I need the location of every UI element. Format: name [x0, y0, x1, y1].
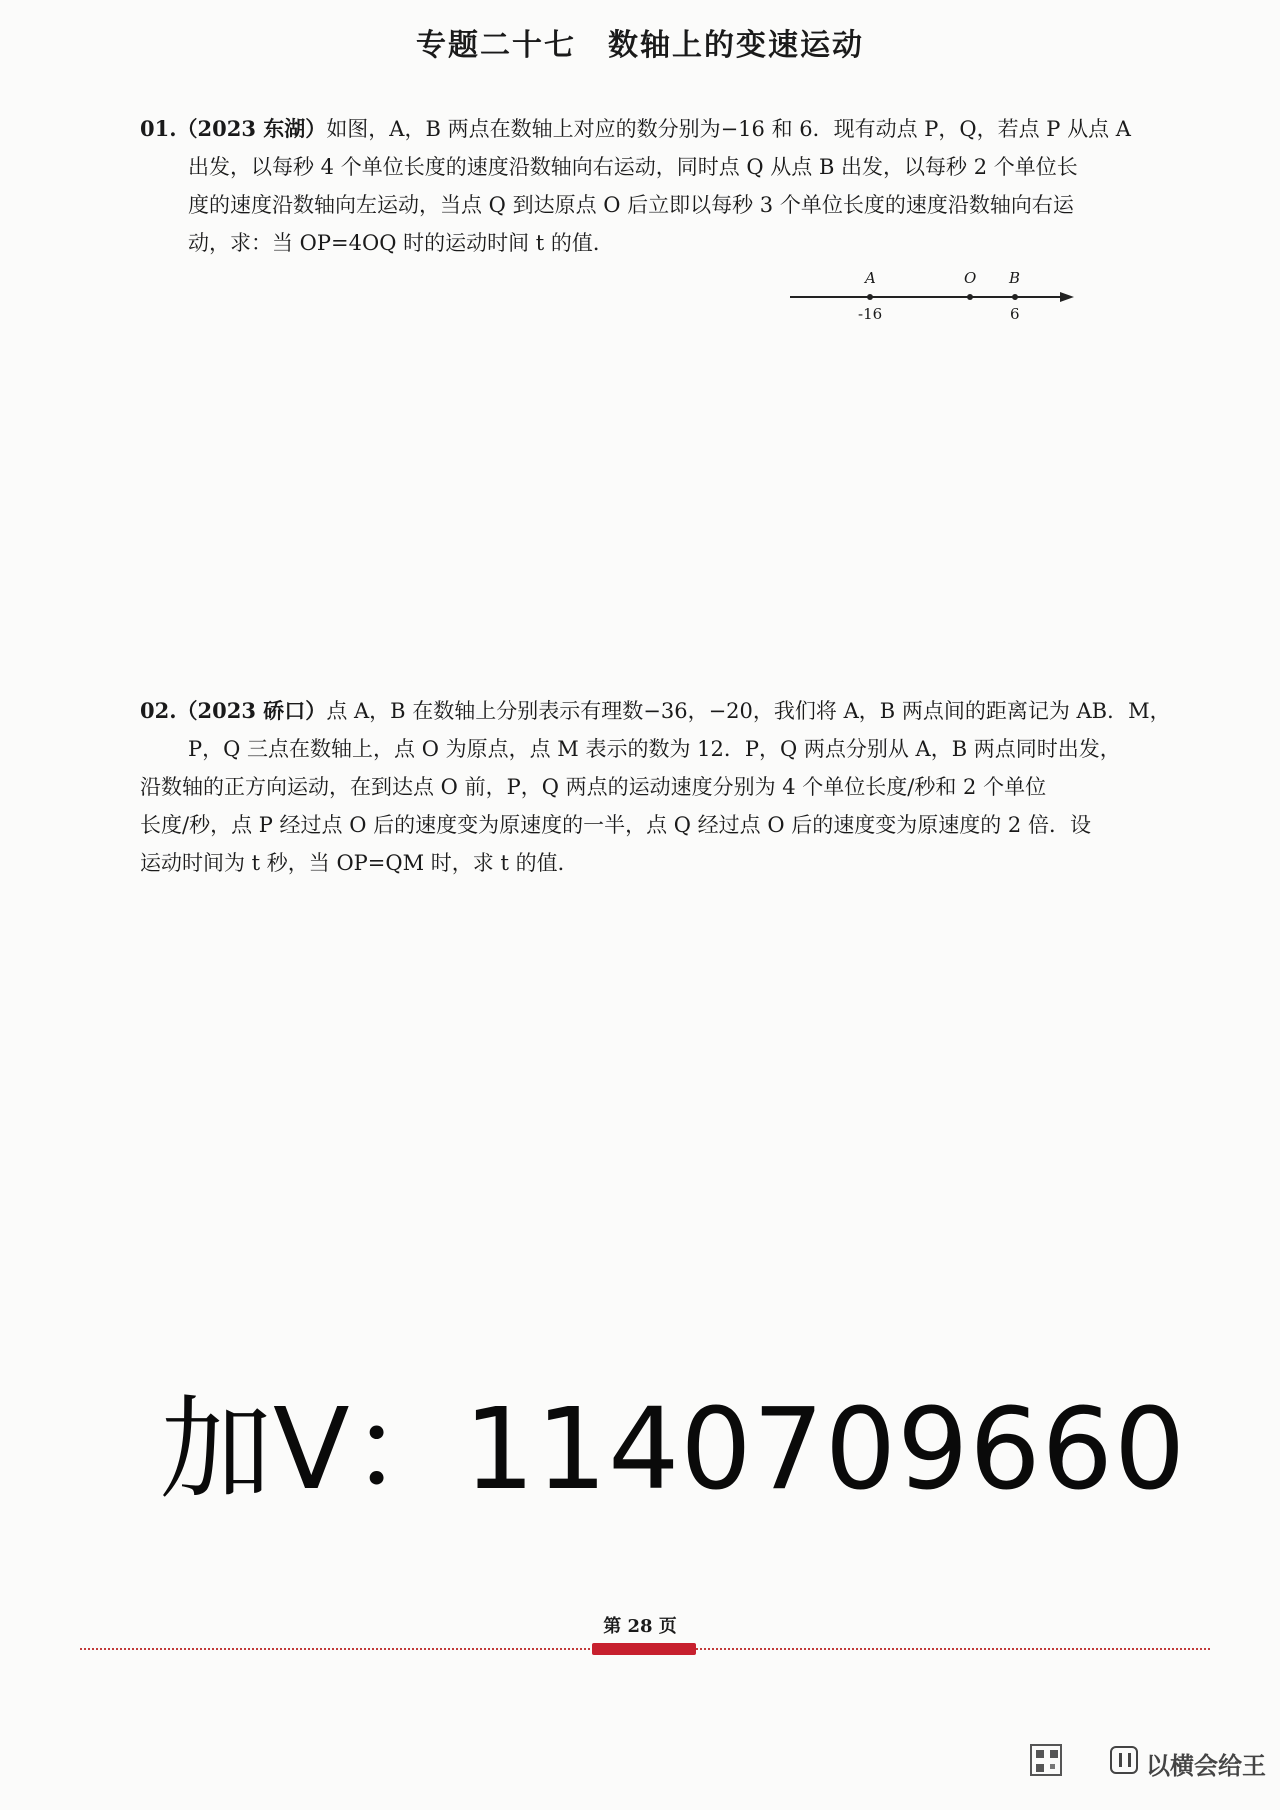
- problem-line: 运动时间为 t 秒，当 OP=QM 时，求 t 的值．: [140, 851, 579, 875]
- problem-line: 如图，A，B 两点在数轴上对应的数分别为−16 和 6．现有动点 P，Q，若点 P 从点 A: [326, 117, 1131, 141]
- problem-line: 动，求：当 OP=4OQ 时的运动时间 t 的值．: [188, 231, 614, 255]
- number-line-figure: [790, 265, 1080, 335]
- number-line-svg: [790, 265, 1080, 335]
- point-b: [1012, 294, 1018, 300]
- problem-source: （2023 硚口）: [176, 698, 327, 723]
- watermark-brand: 以横会给王: [1146, 1752, 1266, 1780]
- problem-line: 沿数轴的正方向运动，在到达点 O 前，P，Q 两点的运动速度分别为 4 个单位长度/秒和 2 个单位: [140, 775, 1047, 799]
- problem-number: 01.: [140, 116, 177, 141]
- problem-line: P，Q 三点在数轴上，点 O 为原点，点 M 表示的数为 12．P，Q 两点分别从 A，B 两点同时出发，: [188, 737, 1121, 761]
- tick-label-a: -16: [858, 305, 883, 323]
- contact-overlay: 加V：1140709660: [160, 1385, 1187, 1515]
- brand-logo-icon: [1110, 1746, 1138, 1774]
- problem-line: 长度/秒，点 P 经过点 O 后的速度变为原速度的一半，点 Q 经过点 O 后的速度变为原速度的 2 倍．设: [140, 813, 1091, 837]
- tick-label-b: 6: [1010, 305, 1020, 323]
- label-a: A: [865, 269, 876, 287]
- label-o: O: [964, 269, 977, 287]
- point-a: [867, 294, 873, 300]
- qr-code-icon: [1030, 1744, 1062, 1776]
- page-number: 第 28 页: [603, 1616, 677, 1637]
- page-title: 专题二十七 数轴上的变速运动: [416, 28, 864, 63]
- problem-source: （2023 东湖）: [176, 116, 327, 141]
- problem-line: 度的速度沿数轴向左运动，当点 Q 到达原点 O 后立即以每秒 3 个单位长度的速度沿数轴向右运: [188, 193, 1074, 217]
- problem-02: [140, 692, 1171, 882]
- label-b: B: [1009, 269, 1021, 287]
- problem-line: 出发，以每秒 4 个单位长度的速度沿数轴向右运动，同时点 Q 从点 B 出发，以每秒 2 个单位长: [188, 155, 1078, 179]
- footer-accent-tab: [592, 1643, 696, 1655]
- problem-number: 02.: [140, 698, 177, 723]
- watermark: [1030, 1736, 1266, 1786]
- point-o: [967, 294, 973, 300]
- axis-arrow-icon: [1060, 292, 1074, 302]
- problem-01: [140, 110, 1140, 262]
- problem-line: 点 A，B 在数轴上分别表示有理数−36，−20，我们将 A，B 两点间的距离记为 AB．M，: [326, 699, 1171, 723]
